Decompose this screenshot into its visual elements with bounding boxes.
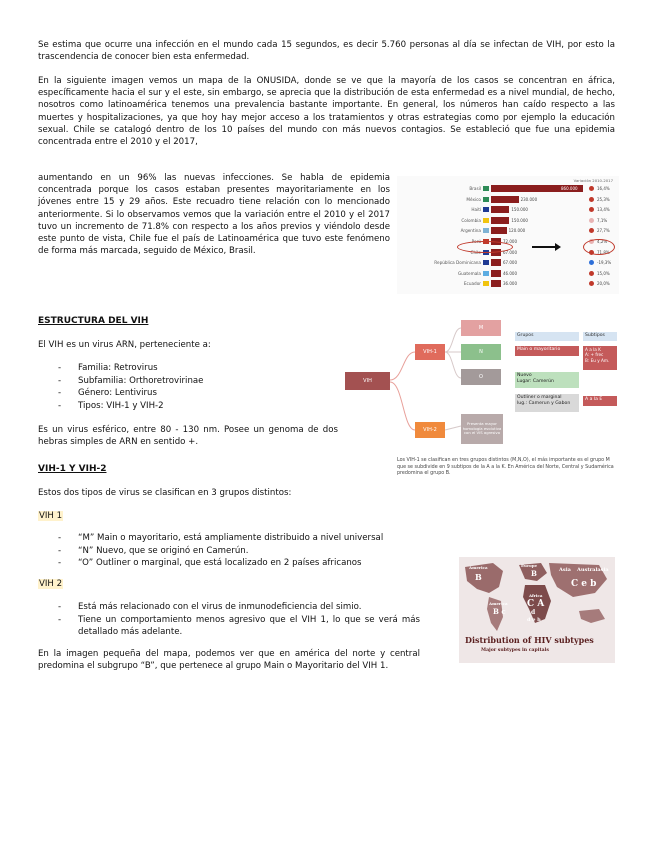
- vih2-features-list: [38, 601, 420, 639]
- arrow-head-icon: [555, 243, 561, 251]
- bar: [491, 206, 509, 213]
- flag-icon: [483, 218, 489, 223]
- node-vih2-description: Presenta mayor homología evolutiva con el VIS agresivo: [461, 414, 503, 444]
- group-main-subtypes: A a la K A: + frec B: Eu y Am.: [583, 346, 617, 370]
- map-label: America: [489, 601, 508, 606]
- bar-row-brasil: [397, 184, 619, 193]
- map-label: America: [469, 565, 488, 570]
- change-dot-icon: [589, 228, 594, 233]
- flag-icon: [483, 207, 489, 212]
- virus-taxonomy-list: [38, 362, 338, 412]
- list-item: - Género: Lentivirus: [38, 387, 338, 400]
- bar-value: 72.000: [503, 239, 517, 244]
- change-percent: 7,1%: [597, 217, 608, 223]
- section-title-vih1-vih2: VIH-1 Y VIH-2: [38, 464, 107, 474]
- hiv-cases-latam-figure: [397, 176, 619, 294]
- change-percent: 71,8%: [597, 249, 610, 255]
- map-label: Australasia: [577, 567, 609, 573]
- change-percent: 15,0%: [597, 270, 610, 276]
- map-subtitle: Major subtypes in capitals: [481, 648, 549, 653]
- section1-intro: El VIH es un virus ARN, perteneciente a:: [38, 340, 211, 350]
- change-dot-icon: [589, 197, 594, 202]
- bar-value: 67.000: [503, 249, 517, 255]
- map-label: d e h: [527, 617, 541, 623]
- map-label: C e b: [571, 579, 597, 589]
- flag-icon: [483, 186, 489, 191]
- country-label: Argentina: [460, 228, 481, 234]
- paragraph-onusida-map: En la siguiente imagen vemos un mapa de la ONUSIDA, donde se ve que la mayoría de los casos se concentran en áfrica, específicamente hacia el sur y el este, sin embargo, se aprecia que la distribución de esta enfermedad es a nivel mundial, de hecho, nosotros como latinoamérica tenemos una prevalencia bastante importante. En general, los números han caído respecto a las muertes y hospitalizaciones, ya que hoy hay mejor acceso a los tratamientos y otras estrategias como por ejemplo la educación sexual. Chile se catalogó dentro de los 10 países del mundo con más nuevos contagios. Se estableció que fue una epidemia concentrada entre el 2010 y el 2017,: [38, 76, 615, 148]
- header-grupos: Grupos: [515, 332, 579, 341]
- group-nuevo-label: Nuevo Lugar: Camerún: [515, 372, 579, 388]
- flag-icon: [483, 260, 489, 265]
- bar-row-guatemala: [397, 269, 619, 278]
- change-dot-icon: [589, 218, 594, 223]
- flag-icon: [483, 228, 489, 233]
- change-dot-icon: [589, 271, 594, 276]
- change-percent: 20,0%: [597, 281, 610, 287]
- hiv-classification-diagram: [343, 316, 619, 488]
- vih1-groups-list: [38, 532, 458, 570]
- bar-value: 120.000: [508, 228, 526, 234]
- change-dot-icon: [589, 281, 594, 286]
- section2-intro: Estos dos tipos de virus se clasifican en 3 grupos distintos:: [38, 488, 292, 498]
- bar-row-argentina: [397, 226, 619, 235]
- map-label: B c: [493, 607, 506, 616]
- map-label: Africa: [529, 593, 543, 598]
- bar-row-república-dominicana: [397, 258, 619, 267]
- map-label: C A: [527, 599, 545, 609]
- bar-value: 67.000: [503, 260, 517, 266]
- diagram-caption: Los VIH-1 se clasifican en tres grupos distintos (M,N,O), el más importante es el grupo M que se subdivide en 9 subtipos de la A a la K. En América del Norte, Central y Sudamérica predomina el grupo B.: [397, 458, 614, 477]
- chile-row-oval: [457, 241, 513, 253]
- bar: [491, 259, 501, 266]
- bar-rows: [397, 184, 619, 292]
- header-subtipos: Subtipos: [583, 332, 617, 341]
- bar-value: 860.000: [561, 186, 578, 191]
- bar: [491, 270, 501, 277]
- country-label: República Dominicana: [434, 260, 481, 266]
- hiv-subtypes-map: [459, 557, 615, 663]
- country-label: Colombia: [461, 217, 481, 223]
- country-label: Chile: [470, 249, 481, 255]
- section-title-estructura: ESTRUCTURA DEL VIH: [38, 316, 149, 326]
- figure-header: Variación 2010-2017: [573, 178, 613, 183]
- map-label: Europe: [521, 563, 538, 568]
- bar: [491, 227, 507, 234]
- map-label: d: [531, 609, 536, 616]
- bar-row-méxico: [397, 195, 619, 204]
- country-label: México: [466, 196, 481, 202]
- bar-value: 36.000: [503, 281, 517, 287]
- change-percent: 13,4%: [597, 207, 610, 213]
- change-percent: 16,4%: [597, 186, 610, 191]
- list-item: - Tipos: VIH-1 y VIH-2: [38, 400, 338, 413]
- node-group-o: O: [461, 369, 501, 385]
- list-item: - “M” Main o mayoritario, está ampliamente distribuido a nivel universal: [38, 532, 458, 545]
- bar-value: 150.000: [511, 207, 528, 213]
- vih2-label-text: VIH 2: [39, 579, 63, 589]
- flag-icon: [483, 271, 489, 276]
- map-label: B: [531, 569, 537, 578]
- node-group-m: M: [461, 320, 501, 336]
- paragraph-chile-increase: aumentando en un 96% las nuevas infecciones. Se habla de epidemia concentrada porque los casos estaban presentes mayoritariamente en los jóvenes entre 15 y 29 años. Este recuadro tiene relación con lo mencionado anteriormente. Si lo observamos vemos que la variación entre el 2010 y el 2017 tuvo un incremento de 71.8% con respecto a los años previos y viéndolo desde este punto de vista, Chile fue el país de Latinoamérica que tuvo este fenómeno de forma más marcada, seguido de México, Brasil.: [38, 173, 390, 257]
- flag-icon: [483, 197, 489, 202]
- bar: [491, 196, 519, 203]
- list-item: - Subfamilia: Orthoretrovirinae: [38, 375, 338, 388]
- change-percent: 25,3%: [597, 196, 610, 202]
- group-outliner-label: Outliner o marginal lug.: Camerun y Gabon: [515, 394, 579, 412]
- list-item: - Familia: Retrovirus: [38, 362, 338, 375]
- bar-row-ecuador: [397, 279, 619, 288]
- country-label: Brasil: [469, 186, 481, 191]
- change-dot-icon: [589, 207, 594, 212]
- change-percent: -19,3%: [597, 260, 612, 266]
- map-label: Asia: [559, 567, 571, 573]
- list-item: - “N” Nuevo, que se originó en Camerún.: [38, 545, 458, 558]
- chile-highlight-oval: [583, 239, 615, 255]
- country-label: Perú: [471, 239, 481, 244]
- map-title: Distribution of HIV subtypes: [465, 635, 594, 645]
- vih1-label-text: VIH 1: [39, 511, 63, 521]
- list-item: - Está más relacionado con el virus de inmunodeficiencia del simio.: [38, 601, 420, 614]
- bar: [491, 280, 501, 287]
- node-vih: VIH: [345, 372, 390, 390]
- list-item: - “O” Outliner o marginal, que está localizado en 2 países africanos: [38, 557, 458, 570]
- paragraph-infection-rate: Se estima que ocurre una infección en el mundo cada 15 segundos, es decir 5.760 personas al día se infectan de VIH, por esto la trascendencia de conocer bien esta enfermedad.: [38, 40, 615, 63]
- flag-icon: [483, 281, 489, 286]
- country-label: Haití: [471, 207, 481, 213]
- section2-closing: En la imagen pequeña del mapa, podemos ver que en américa del norte y central predomina el subgrupo “B”, que pertenece al grupo Main o Mayoritario del VIH 1.: [38, 649, 420, 672]
- vih2-label: [38, 578, 63, 590]
- vih1-label: [38, 510, 63, 522]
- bar: [491, 217, 509, 224]
- group-outliner-subtypes: A a la E: [583, 396, 617, 406]
- bar-value: 230.000: [520, 196, 538, 202]
- country-label: Ecuador: [463, 281, 481, 287]
- node-group-n: N: [461, 344, 501, 360]
- change-dot-icon: [589, 260, 594, 265]
- node-vih1: VIH-1: [415, 344, 445, 360]
- node-vih2: VIH-2: [415, 422, 445, 438]
- country-label: Guatemala: [457, 270, 481, 276]
- group-main-label: Main o mayoritario: [515, 346, 579, 356]
- list-item: - Tiene un comportamiento menos agresivo que el VIH 1, lo que se verá más detallado más adelante.: [38, 614, 420, 639]
- bar-value: 150.000: [511, 217, 528, 223]
- bar-row-haití: [397, 205, 619, 214]
- change-percent: 27,7%: [597, 228, 610, 234]
- section1-description: Es un virus esférico, entre 80 - 130 nm. Posee un genoma de dos hebras simples de ARN en sentido +.: [38, 425, 338, 448]
- bar-row-colombia: [397, 216, 619, 225]
- change-percent: 4,2%: [597, 239, 608, 244]
- change-dot-icon: [589, 186, 594, 191]
- bar-value: 46.000: [503, 270, 517, 276]
- map-label: B: [475, 572, 482, 582]
